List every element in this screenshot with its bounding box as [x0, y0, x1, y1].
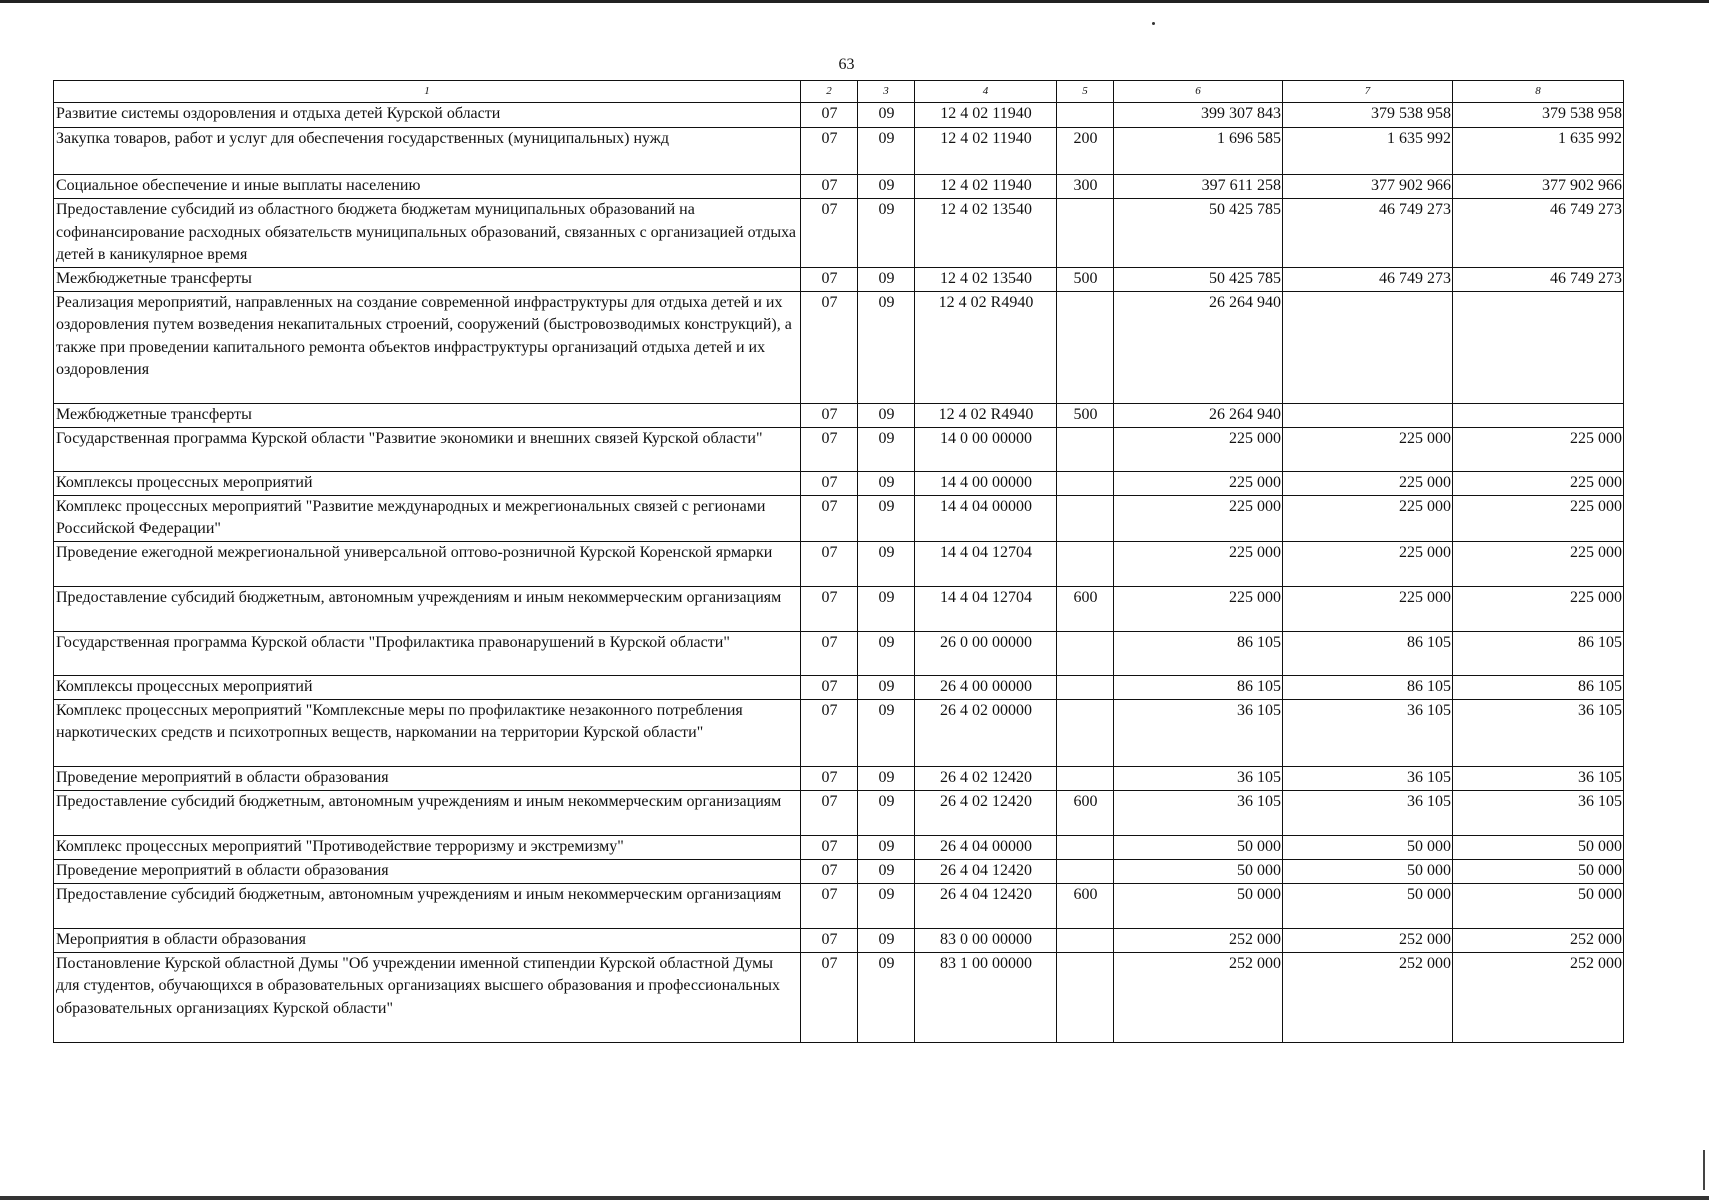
- row-section: 07: [801, 790, 858, 835]
- row-expense-type: [1057, 427, 1114, 471]
- row-amount-col7: 50 000: [1283, 859, 1453, 883]
- row-amount-col6: 50 000: [1114, 883, 1283, 928]
- header-col-2: 2: [801, 81, 858, 103]
- table-row: [54, 403, 1624, 427]
- row-target-code: 12 4 02 13540: [915, 199, 1057, 268]
- scan-speck: [1152, 22, 1155, 25]
- row-subsection: 09: [858, 267, 915, 291]
- table-row: [54, 675, 1624, 699]
- row-section: 07: [801, 103, 858, 128]
- row-section: 07: [801, 128, 858, 175]
- row-amount-col8: 225 000: [1453, 495, 1624, 541]
- row-amount-col6: 225 000: [1114, 586, 1283, 631]
- row-amount-col7: 86 105: [1283, 631, 1453, 675]
- row-amount-col7: 252 000: [1283, 952, 1453, 1042]
- row-name: Реализация мероприятий, направленных на создание современной инфраструктуры для отдыха детей и их оздоровления путем возведения некапитальных строений, сооружений (быстровозводимых конструкций), а также при проведении капитального ремонта объектов инфраструктуры организаций отдыха детей и их оздоровления: [54, 291, 801, 403]
- row-name: Государственная программа Курской области "Развитие экономики и внешних связей Курской области": [54, 427, 801, 471]
- row-amount-col8: 50 000: [1453, 883, 1624, 928]
- row-subsection: 09: [858, 631, 915, 675]
- row-target-code: 12 4 02 11940: [915, 103, 1057, 128]
- table-row: [54, 175, 1624, 199]
- row-amount-col7: [1283, 403, 1453, 427]
- row-subsection: 09: [858, 859, 915, 883]
- row-amount-col7: 46 749 273: [1283, 267, 1453, 291]
- row-section: 07: [801, 586, 858, 631]
- row-name: Предоставление субсидий бюджетным, автономным учреждениям и иным некоммерческим организациям: [54, 586, 801, 631]
- row-name: Комплексы процессных мероприятий: [54, 675, 801, 699]
- row-name: Социальное обеспечение и иные выплаты населению: [54, 175, 801, 199]
- row-target-code: 12 4 02 R4940: [915, 291, 1057, 403]
- row-subsection: 09: [858, 128, 915, 175]
- row-target-code: 14 4 00 00000: [915, 471, 1057, 495]
- row-amount-col6: 50 000: [1114, 835, 1283, 859]
- row-target-code: 14 4 04 00000: [915, 495, 1057, 541]
- row-section: 07: [801, 859, 858, 883]
- row-amount-col8: 36 105: [1453, 699, 1624, 766]
- scan-edge-bottom: [0, 1196, 1709, 1200]
- row-name: Государственная программа Курской области "Профилактика правонарушений в Курской области": [54, 631, 801, 675]
- row-section: 07: [801, 495, 858, 541]
- row-amount-col8: 225 000: [1453, 541, 1624, 586]
- row-amount-col7: 225 000: [1283, 586, 1453, 631]
- row-target-code: 26 0 00 00000: [915, 631, 1057, 675]
- row-amount-col6: 252 000: [1114, 952, 1283, 1042]
- table-row: [54, 835, 1624, 859]
- row-target-code: 12 4 02 R4940: [915, 403, 1057, 427]
- row-amount-col8: 50 000: [1453, 835, 1624, 859]
- table-row: [54, 790, 1624, 835]
- row-target-code: 14 0 00 00000: [915, 427, 1057, 471]
- row-target-code: 83 0 00 00000: [915, 928, 1057, 952]
- row-amount-col6: 1 696 585: [1114, 128, 1283, 175]
- row-target-code: 83 1 00 00000: [915, 952, 1057, 1042]
- row-expense-type: [1057, 471, 1114, 495]
- row-amount-col6: 225 000: [1114, 495, 1283, 541]
- row-amount-col8: 36 105: [1453, 766, 1624, 790]
- row-subsection: 09: [858, 103, 915, 128]
- row-name: Проведение мероприятий в области образования: [54, 766, 801, 790]
- row-amount-col8: 50 000: [1453, 859, 1624, 883]
- row-name: Комплексы процессных мероприятий: [54, 471, 801, 495]
- row-amount-col6: 26 264 940: [1114, 403, 1283, 427]
- header-col-1: 1: [54, 81, 801, 103]
- row-amount-col7: 36 105: [1283, 766, 1453, 790]
- row-section: 07: [801, 631, 858, 675]
- row-amount-col7: 50 000: [1283, 835, 1453, 859]
- row-amount-col6: 225 000: [1114, 541, 1283, 586]
- row-expense-type: 300: [1057, 175, 1114, 199]
- row-amount-col8: 86 105: [1453, 675, 1624, 699]
- header-col-6: 6: [1114, 81, 1283, 103]
- row-amount-col7: 225 000: [1283, 471, 1453, 495]
- table-row: [54, 928, 1624, 952]
- row-amount-col6: 50 425 785: [1114, 199, 1283, 268]
- row-amount-col7: 377 902 966: [1283, 175, 1453, 199]
- row-subsection: 09: [858, 495, 915, 541]
- row-expense-type: [1057, 766, 1114, 790]
- row-subsection: 09: [858, 471, 915, 495]
- scan-edge-mark: [1703, 1150, 1705, 1190]
- row-amount-col6: 86 105: [1114, 631, 1283, 675]
- table-row: [54, 267, 1624, 291]
- scan-edge-top: [0, 0, 1709, 3]
- row-section: 07: [801, 175, 858, 199]
- row-amount-col8: 36 105: [1453, 790, 1624, 835]
- row-amount-col8: 46 749 273: [1453, 267, 1624, 291]
- table-row: [54, 766, 1624, 790]
- row-name: Предоставление субсидий бюджетным, автономным учреждениям и иным некоммерческим организациям: [54, 883, 801, 928]
- row-name: Развитие системы оздоровления и отдыха детей Курской области: [54, 103, 801, 128]
- row-expense-type: [1057, 675, 1114, 699]
- row-subsection: 09: [858, 199, 915, 268]
- row-expense-type: [1057, 103, 1114, 128]
- row-amount-col8: 252 000: [1453, 928, 1624, 952]
- row-amount-col8: 252 000: [1453, 952, 1624, 1042]
- table-row: [54, 471, 1624, 495]
- row-name: Проведение мероприятий в области образования: [54, 859, 801, 883]
- row-amount-col7: 36 105: [1283, 699, 1453, 766]
- row-amount-col8: 86 105: [1453, 631, 1624, 675]
- row-amount-col7: 252 000: [1283, 928, 1453, 952]
- row-section: 07: [801, 199, 858, 268]
- row-expense-type: [1057, 835, 1114, 859]
- row-amount-col8: 46 749 273: [1453, 199, 1624, 268]
- row-section: 07: [801, 403, 858, 427]
- row-amount-col8: 379 538 958: [1453, 103, 1624, 128]
- row-amount-col6: 36 105: [1114, 699, 1283, 766]
- table-row: [54, 859, 1624, 883]
- row-expense-type: [1057, 631, 1114, 675]
- table-row: [54, 291, 1624, 403]
- row-name: Предоставление субсидий из областного бюджета бюджетам муниципальных образований на софинансирование расходных обязательств муниципальных образований, связанных с организацией отдыха детей в каникулярное время: [54, 199, 801, 268]
- row-name: Комплекс процессных мероприятий "Развитие международных и межрегиональных связей с регионами Российской Федерации": [54, 495, 801, 541]
- row-subsection: 09: [858, 883, 915, 928]
- row-name: Проведение ежегодной межрегиональной универсальной оптово-розничной Курской Коренской ярмарки: [54, 541, 801, 586]
- row-amount-col8: 1 635 992: [1453, 128, 1624, 175]
- row-amount-col7: 46 749 273: [1283, 199, 1453, 268]
- row-name: Межбюджетные трансферты: [54, 403, 801, 427]
- table-row: [54, 883, 1624, 928]
- budget-table: [53, 80, 1624, 1043]
- row-expense-type: 600: [1057, 586, 1114, 631]
- row-section: 07: [801, 952, 858, 1042]
- table-row: [54, 495, 1624, 541]
- table-row: [54, 199, 1624, 268]
- row-expense-type: [1057, 952, 1114, 1042]
- row-name: Мероприятия в области образования: [54, 928, 801, 952]
- row-amount-col8: 377 902 966: [1453, 175, 1624, 199]
- table-row: [54, 952, 1624, 1042]
- row-section: 07: [801, 291, 858, 403]
- row-subsection: 09: [858, 175, 915, 199]
- header-col-8: 8: [1453, 81, 1624, 103]
- row-subsection: 09: [858, 586, 915, 631]
- row-expense-type: [1057, 859, 1114, 883]
- row-amount-col7: 379 538 958: [1283, 103, 1453, 128]
- row-expense-type: 600: [1057, 883, 1114, 928]
- row-amount-col7: 86 105: [1283, 675, 1453, 699]
- row-subsection: 09: [858, 952, 915, 1042]
- row-subsection: 09: [858, 699, 915, 766]
- row-subsection: 09: [858, 541, 915, 586]
- row-subsection: 09: [858, 291, 915, 403]
- row-target-code: 14 4 04 12704: [915, 541, 1057, 586]
- row-amount-col6: 397 611 258: [1114, 175, 1283, 199]
- row-target-code: 26 4 02 12420: [915, 790, 1057, 835]
- header-col-4: 4: [915, 81, 1057, 103]
- row-section: 07: [801, 541, 858, 586]
- row-amount-col7: 1 635 992: [1283, 128, 1453, 175]
- row-section: 07: [801, 427, 858, 471]
- row-section: 07: [801, 471, 858, 495]
- table-header-row: [54, 81, 1624, 103]
- header-col-3: 3: [858, 81, 915, 103]
- row-target-code: 12 4 02 11940: [915, 175, 1057, 199]
- row-amount-col6: 252 000: [1114, 928, 1283, 952]
- row-amount-col6: 50 425 785: [1114, 267, 1283, 291]
- row-target-code: 26 4 04 12420: [915, 883, 1057, 928]
- row-amount-col6: 399 307 843: [1114, 103, 1283, 128]
- row-amount-col8: [1453, 291, 1624, 403]
- row-expense-type: 600: [1057, 790, 1114, 835]
- row-section: 07: [801, 835, 858, 859]
- table-row: [54, 586, 1624, 631]
- row-amount-col6: 36 105: [1114, 790, 1283, 835]
- row-target-code: 26 4 02 12420: [915, 766, 1057, 790]
- row-expense-type: 500: [1057, 267, 1114, 291]
- row-subsection: 09: [858, 427, 915, 471]
- page-number: 63: [838, 56, 855, 73]
- row-target-code: 26 4 02 00000: [915, 699, 1057, 766]
- row-amount-col6: 36 105: [1114, 766, 1283, 790]
- table-row: [54, 103, 1624, 128]
- table-body: [54, 81, 1624, 1043]
- row-amount-col7: 225 000: [1283, 541, 1453, 586]
- row-section: 07: [801, 675, 858, 699]
- table-row: [54, 631, 1624, 675]
- row-section: 07: [801, 883, 858, 928]
- row-target-code: 12 4 02 13540: [915, 267, 1057, 291]
- row-expense-type: 200: [1057, 128, 1114, 175]
- row-section: 07: [801, 928, 858, 952]
- row-expense-type: [1057, 699, 1114, 766]
- row-subsection: 09: [858, 403, 915, 427]
- row-subsection: 09: [858, 790, 915, 835]
- row-amount-col8: 225 000: [1453, 471, 1624, 495]
- row-section: 07: [801, 699, 858, 766]
- row-target-code: 12 4 02 11940: [915, 128, 1057, 175]
- row-amount-col7: [1283, 291, 1453, 403]
- table-row: [54, 128, 1624, 175]
- row-subsection: 09: [858, 675, 915, 699]
- row-name: Комплекс процессных мероприятий "Противодействие терроризму и экстремизму": [54, 835, 801, 859]
- table-row: [54, 541, 1624, 586]
- row-expense-type: [1057, 495, 1114, 541]
- row-name: Комплекс процессных мероприятий "Комплексные меры по профилактике незаконного потребления наркотических средств и психотропных веществ, наркомании на территории Курской области": [54, 699, 801, 766]
- row-amount-col8: 225 000: [1453, 586, 1624, 631]
- row-name: Постановление Курской областной Думы "Об учреждении именной стипендии Курской областной Думы для студентов, обучающихся в образовательных организациях высшего образования и профессиональных образовательных организациях Курской области": [54, 952, 801, 1042]
- row-subsection: 09: [858, 835, 915, 859]
- table-row: [54, 427, 1624, 471]
- row-amount-col6: 225 000: [1114, 471, 1283, 495]
- header-col-7: 7: [1283, 81, 1453, 103]
- row-target-code: 26 4 04 12420: [915, 859, 1057, 883]
- row-amount-col6: 50 000: [1114, 859, 1283, 883]
- row-expense-type: [1057, 199, 1114, 268]
- row-amount-col7: 225 000: [1283, 427, 1453, 471]
- row-section: 07: [801, 267, 858, 291]
- row-amount-col7: 36 105: [1283, 790, 1453, 835]
- row-expense-type: [1057, 541, 1114, 586]
- row-subsection: 09: [858, 928, 915, 952]
- row-name: Закупка товаров, работ и услуг для обеспечения государственных (муниципальных) нужд: [54, 128, 801, 175]
- row-expense-type: [1057, 291, 1114, 403]
- row-target-code: 26 4 00 00000: [915, 675, 1057, 699]
- table-row: [54, 699, 1624, 766]
- row-name: Межбюджетные трансферты: [54, 267, 801, 291]
- row-amount-col6: 26 264 940: [1114, 291, 1283, 403]
- header-col-5: 5: [1057, 81, 1114, 103]
- row-target-code: 26 4 04 00000: [915, 835, 1057, 859]
- row-amount-col7: 50 000: [1283, 883, 1453, 928]
- row-amount-col6: 86 105: [1114, 675, 1283, 699]
- row-name: Предоставление субсидий бюджетным, автономным учреждениям и иным некоммерческим организациям: [54, 790, 801, 835]
- row-amount-col7: 225 000: [1283, 495, 1453, 541]
- row-expense-type: 500: [1057, 403, 1114, 427]
- row-amount-col6: 225 000: [1114, 427, 1283, 471]
- row-section: 07: [801, 766, 858, 790]
- row-subsection: 09: [858, 766, 915, 790]
- row-expense-type: [1057, 928, 1114, 952]
- row-amount-col8: 225 000: [1453, 427, 1624, 471]
- row-target-code: 14 4 04 12704: [915, 586, 1057, 631]
- row-amount-col8: [1453, 403, 1624, 427]
